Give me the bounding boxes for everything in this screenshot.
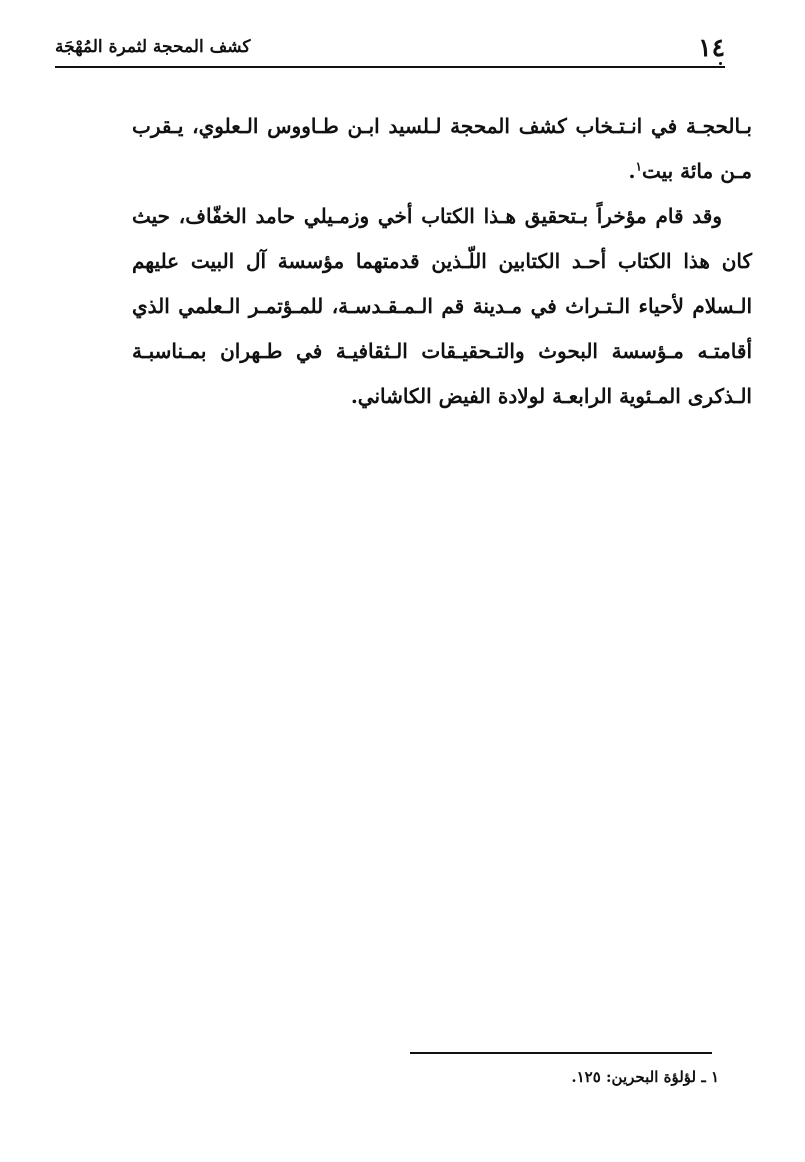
header-dot — [719, 62, 722, 65]
footnote-reference[interactable]: ١ — [635, 159, 642, 174]
running-title: كشف المحجة لثمرة المُهْجَة — [55, 37, 251, 57]
header-rule — [55, 66, 725, 68]
paragraph-1-text: بـالحجـة في انـتـخاب كشف المحجة لـلسيد ابـن طـاووس الـعلوي، يـقرب مـن مائة بيت — [132, 114, 752, 183]
page-header — [55, 30, 725, 64]
footnote-separator — [410, 1052, 712, 1054]
body-text — [132, 104, 752, 419]
paragraph-1-end: . — [628, 159, 636, 183]
paragraph-1 — [132, 104, 752, 194]
paragraph-2: وقد قام مؤخراً بـتحقيق هـذا الكتاب أخي وزمـيلي حامد الخفّاف، حيث كان هذا الكتاب أحـد الكتابين اللّـذين قدمتهما مؤسسة آل البيت عليهم الـسلام لأحياء الـتـراث في مـدينة قم الـمـقـدسـة، للمـؤتمـر الـعلمي الذي أقامتـه مـؤسسة البحوث والتـحقيـقات الـثقافيـة في طـهران بمـناسبـة الـذكرى المـئوية الرابعـة لولادة الفيض الكاشاني. — [132, 204, 752, 408]
page-number: ١٤ — [698, 32, 725, 62]
footnote-1: ١ ـ لؤلؤة البحرين: ١٢٥. — [571, 1068, 719, 1086]
